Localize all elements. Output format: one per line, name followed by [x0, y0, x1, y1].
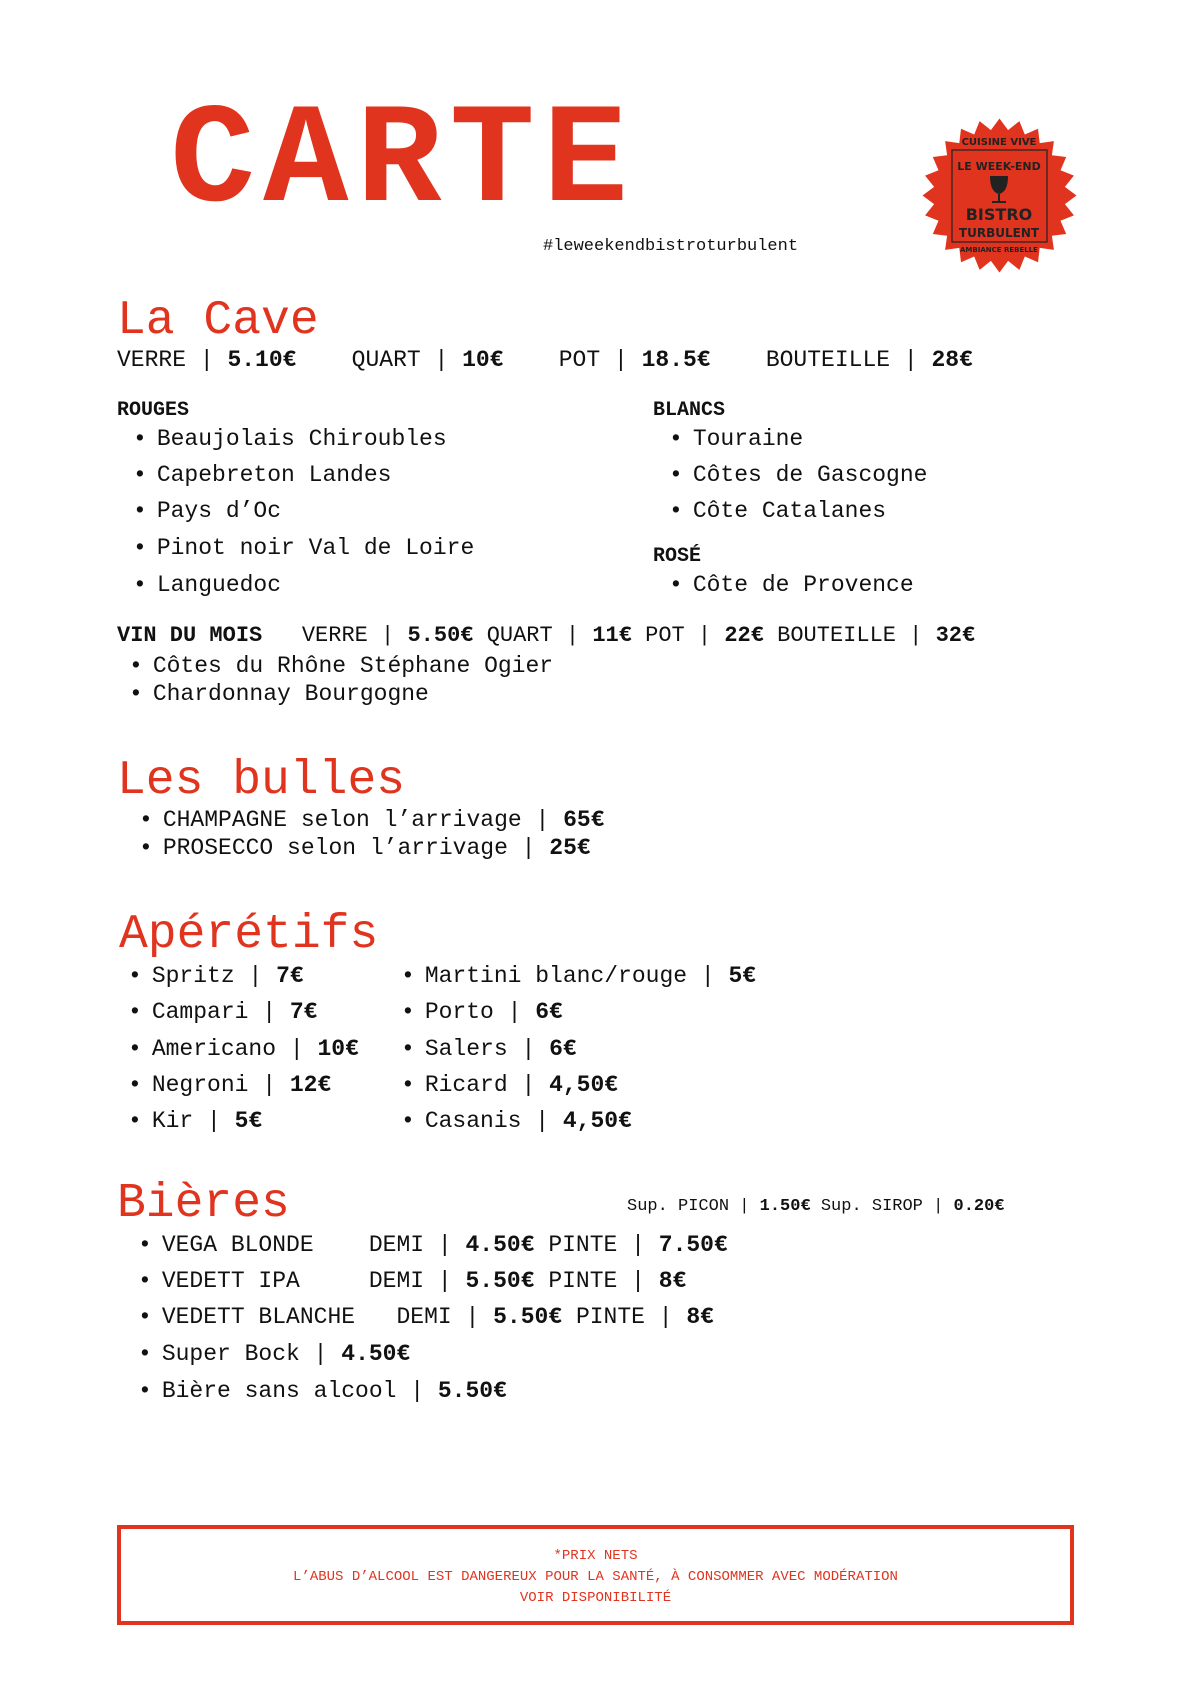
- list-item: • Beaujolais Chiroubles: [133, 428, 447, 451]
- list-item: • Salers | 6€: [401, 1038, 577, 1061]
- hashtag: #leweekendbistroturbulent: [543, 237, 799, 256]
- list-item: • CHAMPAGNE selon l’arrivage | 65€: [139, 809, 605, 832]
- list-item: • Touraine: [669, 428, 803, 451]
- list-item: • Porto | 6€: [401, 1001, 563, 1024]
- supplements: Sup. PICON | 1.50€ Sup. SIROP | 0.20€: [627, 1197, 1005, 1216]
- rose-label: ROSÉ: [653, 545, 702, 568]
- footer-line: *PRIX NETS: [553, 1548, 638, 1564]
- svg-text:LE WEEK-END: LE WEEK-END: [957, 160, 1041, 173]
- list-item: • Capebreton Landes: [133, 464, 391, 487]
- list-item: • Campari | 7€: [128, 1001, 317, 1024]
- section-title-bieres: Bières: [117, 1177, 290, 1231]
- page-title: CARTE: [170, 82, 637, 243]
- list-item: • Pinot noir Val de Loire: [133, 537, 474, 560]
- list-item: • PROSECCO selon l’arrivage | 25€: [139, 837, 591, 860]
- section-title-cave: La Cave: [117, 294, 319, 348]
- list-item: • Martini blanc/rouge | 5€: [401, 965, 756, 988]
- list-item: • Languedoc: [133, 574, 281, 597]
- list-item: • Spritz | 7€: [128, 965, 304, 988]
- list-item: • VEGA BLONDE DEMI | 4.50€ PINTE | 7.50€: [138, 1234, 728, 1257]
- list-item: • Casanis | 4,50€: [401, 1110, 632, 1133]
- svg-text:TURBULENT: TURBULENT: [958, 226, 1040, 240]
- cave-prices: VERRE | 5.10€ QUART | 10€ POT | 18.5€ BOUTEILLE | 28€: [117, 347, 973, 373]
- rouges-label: ROUGES: [117, 399, 190, 422]
- list-item: • Côtes du Rhône Stéphane Ogier: [129, 655, 553, 678]
- vin-du-mois-prices: VIN DU MOIS VERRE | 5.50€ QUART | 11€ POT | 22€ BOUTEILLE | 32€: [117, 623, 976, 648]
- section-title-bulles: Les bulles: [117, 754, 406, 808]
- list-item: • Chardonnay Bourgogne: [129, 683, 429, 706]
- svg-text:BISTRO: BISTRO: [965, 205, 1033, 224]
- section-title-aperitifs: Apérétifs: [119, 908, 379, 962]
- svg-text:AMBIANCE REBELLE: AMBIANCE REBELLE: [960, 246, 1038, 254]
- list-item: • VEDETT IPA DEMI | 5.50€ PINTE | 8€: [138, 1270, 686, 1293]
- list-item: • Kir | 5€: [128, 1110, 262, 1133]
- blancs-label: BLANCS: [653, 399, 726, 422]
- footer-notice: [117, 1525, 1074, 1625]
- list-item: • Pays d’Oc: [133, 500, 281, 523]
- footer-line: L’ABUS D’ALCOOL EST DANGEREUX POUR LA SANTÉ, À CONSOMMER AVEC MODÉRATION: [293, 1569, 898, 1585]
- bistro-turbulent-logo: [922, 118, 1077, 273]
- list-item: • VEDETT BLANCHE DEMI | 5.50€ PINTE | 8€: [138, 1306, 714, 1329]
- list-item: • Bière sans alcool | 5.50€: [138, 1380, 507, 1403]
- list-item: • Côte de Provence: [669, 574, 914, 597]
- list-item: • Super Bock | 4.50€: [138, 1343, 410, 1366]
- svg-text:CUISINE VIVE: CUISINE VIVE: [961, 137, 1037, 148]
- list-item: • Ricard | 4,50€: [401, 1074, 618, 1097]
- list-item: • Americano | 10€: [128, 1038, 359, 1061]
- list-item: • Côtes de Gascogne: [669, 464, 927, 487]
- list-item: • Negroni | 12€: [128, 1074, 331, 1097]
- footer-line: VOIR DISPONIBILITÉ: [519, 1590, 672, 1606]
- list-item: • Côte Catalanes: [669, 500, 886, 523]
